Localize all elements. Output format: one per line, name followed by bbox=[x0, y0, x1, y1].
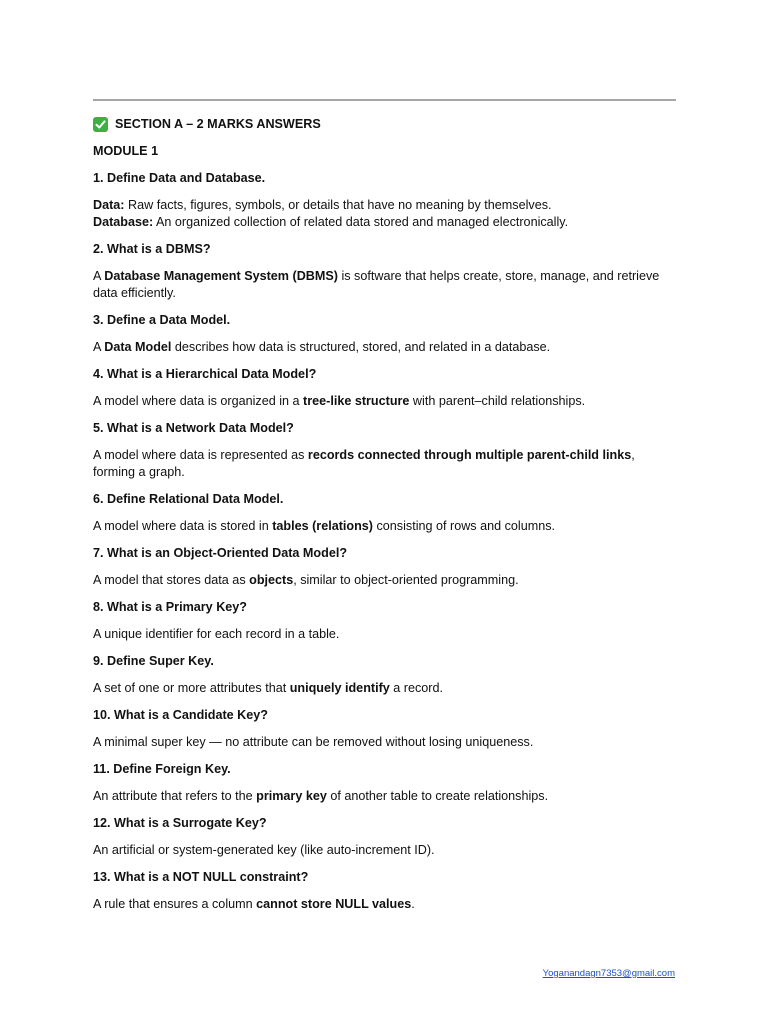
answer-13-post: . bbox=[411, 897, 415, 911]
answer-13-pre: A rule that ensures a column bbox=[93, 897, 257, 911]
question-12: 12. What is a Surrogate Key? bbox=[93, 816, 267, 830]
question-10: 10. What is a Candidate Key? bbox=[93, 708, 268, 722]
answer-3 bbox=[93, 339, 678, 356]
answer-1 bbox=[93, 197, 678, 231]
answer-4 bbox=[93, 393, 678, 410]
answer-9-bold: uniquely identify bbox=[289, 681, 390, 695]
answer-7 bbox=[93, 572, 678, 589]
answer-7-post: , similar to object-oriented programming. bbox=[293, 573, 519, 587]
answer-13 bbox=[93, 896, 678, 913]
answer-9 bbox=[93, 680, 678, 697]
answer-2-bold: Database Management System (DBMS) bbox=[104, 269, 338, 283]
answer-5 bbox=[93, 447, 678, 481]
answer-7-bold: objects bbox=[249, 573, 294, 587]
question-5: 5. What is a Network Data Model? bbox=[93, 421, 294, 435]
section-title: SECTION A – 2 MARKS ANSWERS bbox=[115, 117, 321, 131]
footer-email-link[interactable]: Yoganandagn7353@gmail.com bbox=[542, 968, 675, 979]
answer-6 bbox=[93, 518, 678, 535]
question-1: 1. Define Data and Database. bbox=[93, 171, 266, 185]
answer-3-post: describes how data is structured, stored, and related in a database. bbox=[171, 340, 551, 354]
answer-2 bbox=[93, 268, 678, 302]
section-heading bbox=[93, 116, 678, 133]
term-database: Database: bbox=[93, 215, 154, 229]
module-title: MODULE 1 bbox=[93, 144, 159, 158]
answer-5-post: , forming a graph. bbox=[93, 448, 635, 479]
answer-6-pre: A model where data is stored in bbox=[93, 519, 273, 533]
answer-13-bold: cannot store NULL values bbox=[256, 897, 412, 911]
question-3: 3. Define a Data Model. bbox=[93, 313, 231, 327]
question-2: 2. What is a DBMS? bbox=[93, 242, 211, 256]
question-9: 9. Define Super Key. bbox=[93, 654, 214, 668]
answer-10: A minimal super key — no attribute can be removed without losing uniqueness. bbox=[93, 735, 534, 749]
answer-2-post: is software that helps create, store, manage, and retrieve data efficiently. bbox=[93, 269, 660, 300]
answer-11 bbox=[93, 788, 678, 805]
answer-9-pre: A set of one or more attributes that bbox=[93, 681, 290, 695]
question-11: 11. Define Foreign Key. bbox=[93, 762, 231, 776]
answer-4-pre: A model where data is organized in a bbox=[93, 394, 304, 408]
answer-1-text-b: An organized collection of related data stored and managed electronically. bbox=[153, 215, 569, 229]
answer-4-bold: tree-like structure bbox=[303, 394, 410, 408]
answer-3-bold: Data Model bbox=[104, 340, 172, 354]
question-8: 8. What is a Primary Key? bbox=[93, 600, 247, 614]
answer-11-post: of another table to create relationships. bbox=[326, 789, 549, 803]
answer-8: A unique identifier for each record in a table. bbox=[93, 627, 340, 641]
term-data: Data: bbox=[93, 198, 125, 212]
answer-11-pre: An attribute that refers to the bbox=[93, 789, 257, 803]
question-6: 6. Define Relational Data Model. bbox=[93, 492, 284, 506]
check-mark-button-icon bbox=[93, 117, 108, 132]
answer-5-pre: A model where data is represented as bbox=[93, 448, 308, 462]
answer-9-post: a record. bbox=[389, 681, 443, 695]
answer-1-text-a: Raw facts, figures, symbols, or details that have no meaning by themselves. bbox=[124, 198, 552, 212]
answer-6-post: consisting of rows and columns. bbox=[373, 519, 555, 533]
answer-7-pre: A model that stores data as bbox=[93, 573, 250, 587]
answer-5-bold: records connected through multiple parent-child links bbox=[307, 448, 632, 462]
question-7: 7. What is an Object-Oriented Data Model? bbox=[93, 546, 348, 560]
answer-11-bold: primary key bbox=[256, 789, 327, 803]
answer-1-line-data bbox=[93, 197, 678, 214]
question-13: 13. What is a NOT NULL constraint? bbox=[93, 870, 309, 884]
answer-4-post: with parent–child relationships. bbox=[409, 394, 586, 408]
answer-12: An artificial or system-generated key (like auto-increment ID). bbox=[93, 843, 435, 857]
document-body bbox=[93, 116, 678, 923]
answer-6-bold: tables (relations) bbox=[272, 519, 373, 533]
answer-1-line-database bbox=[93, 214, 678, 231]
horizontal-rule bbox=[93, 99, 676, 101]
question-4: 4. What is a Hierarchical Data Model? bbox=[93, 367, 317, 381]
answer-3-pre: A bbox=[93, 340, 105, 354]
answer-2-pre: A bbox=[93, 269, 105, 283]
